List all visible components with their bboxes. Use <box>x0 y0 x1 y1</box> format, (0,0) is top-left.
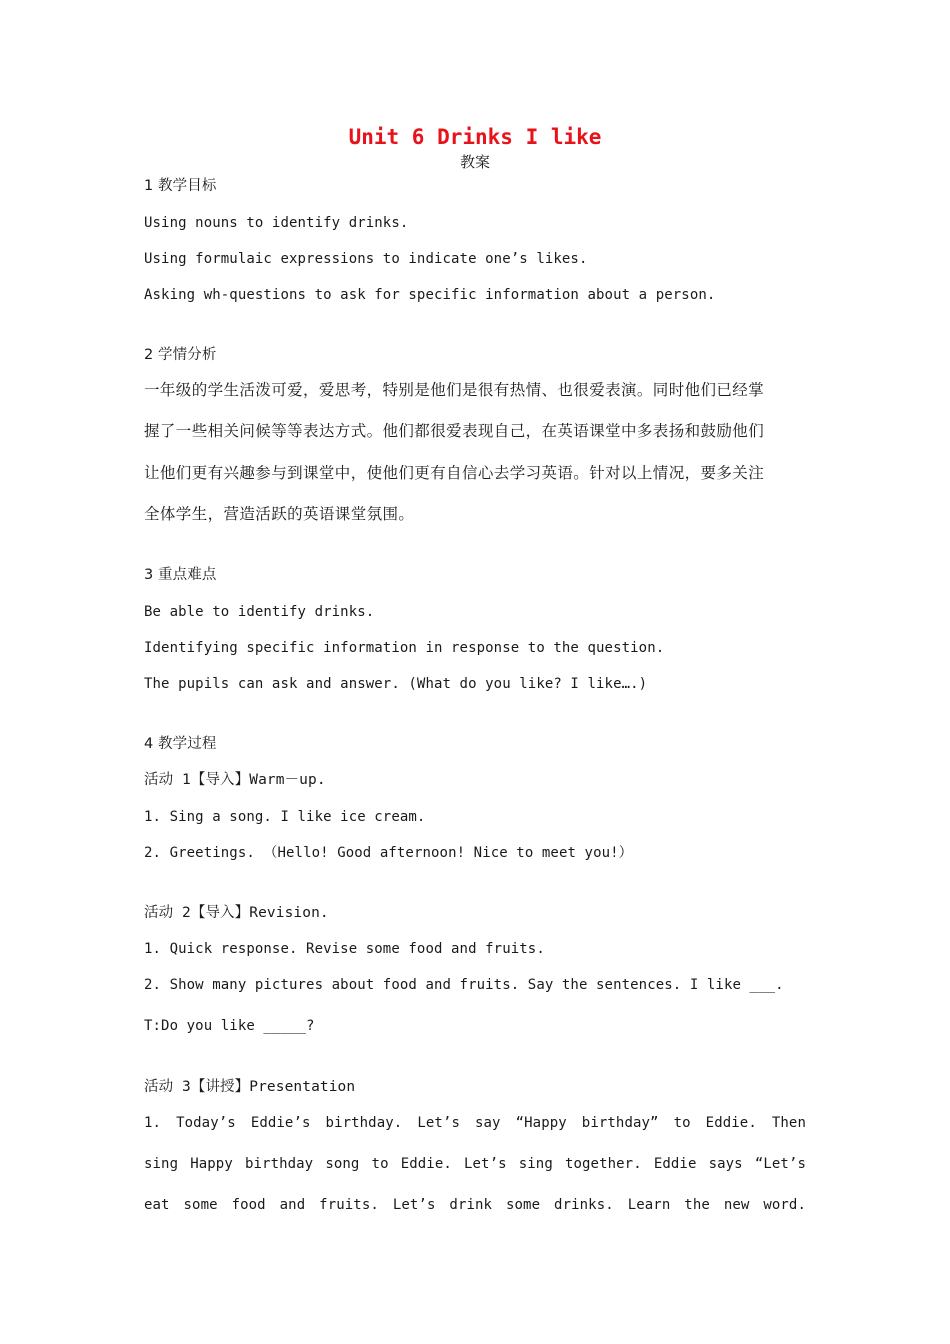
objective-line: Using formulaic expressions to indicate one’s likes. <box>144 251 588 267</box>
activity-line: 1. Today’s Eddie’s birthday. Let’s say “Happy birthday” to Eddie. Then <box>144 1115 806 1131</box>
objective-line: Asking wh-questions to ask for specific information about a person. <box>144 287 716 303</box>
section-heading-key-points: 3 重点难点 <box>144 567 217 583</box>
section-heading-objectives: 1 教学目标 <box>144 178 217 194</box>
analysis-line: 全体学生，营造活跃的英语课堂氛围。 <box>144 505 415 523</box>
activity-line: 1. Quick response. Revise some food and fruits. <box>144 941 545 957</box>
analysis-line: 一年级的学生活泼可爱，爱思考，特别是他们是很有热情、也很爱表演。同时他们已经掌 <box>144 381 765 399</box>
activity-line: 2. Greetings. （Hello! Good afternoon! Nice to meet you!） <box>144 845 633 861</box>
activity-line: sing Happy birthday song to Eddie. Let’s sing together. Eddie says “Let’s <box>144 1156 806 1172</box>
section-heading-process: 4 教学过程 <box>144 736 217 752</box>
key-point-line: Be able to identify drinks. <box>144 604 375 620</box>
document-title: Unit 6 Drinks I like <box>348 125 602 149</box>
key-point-line: The pupils can ask and answer. (What do you like? I like….) <box>144 676 648 692</box>
document-subtitle: 教案 <box>459 153 490 171</box>
activity-line: T:Do you like _____? <box>144 1018 315 1034</box>
activity-heading-2: 活动 2【导入】Revision. <box>144 905 329 921</box>
key-point-line: Identifying specific information in response to the question. <box>144 640 665 656</box>
section-heading-analysis: 2 学情分析 <box>144 347 217 363</box>
activity-heading-1: 活动 1【导入】Warm－up. <box>144 772 326 788</box>
objective-line: Using nouns to identify drinks. <box>144 215 409 231</box>
activity-line: 1. Sing a song. I like ice cream. <box>144 809 426 825</box>
activity-line: eat some food and fruits. Let’s drink some drinks. Learn the new word. <box>144 1197 806 1213</box>
activity-line: 2. Show many pictures about food and fruits. Say the sentences. I like ___. <box>144 977 784 993</box>
activity-heading-3: 活动 3【讲授】Presentation <box>144 1079 356 1095</box>
analysis-line: 握了一些相关问候等等表达方式。他们都很爱表现自己，在英语课堂中多表扬和鼓励他们 <box>144 422 765 440</box>
analysis-line: 让他们更有兴趣参与到课堂中，使他们更有自信心去学习英语。针对以上情况，要多关注 <box>144 464 765 482</box>
